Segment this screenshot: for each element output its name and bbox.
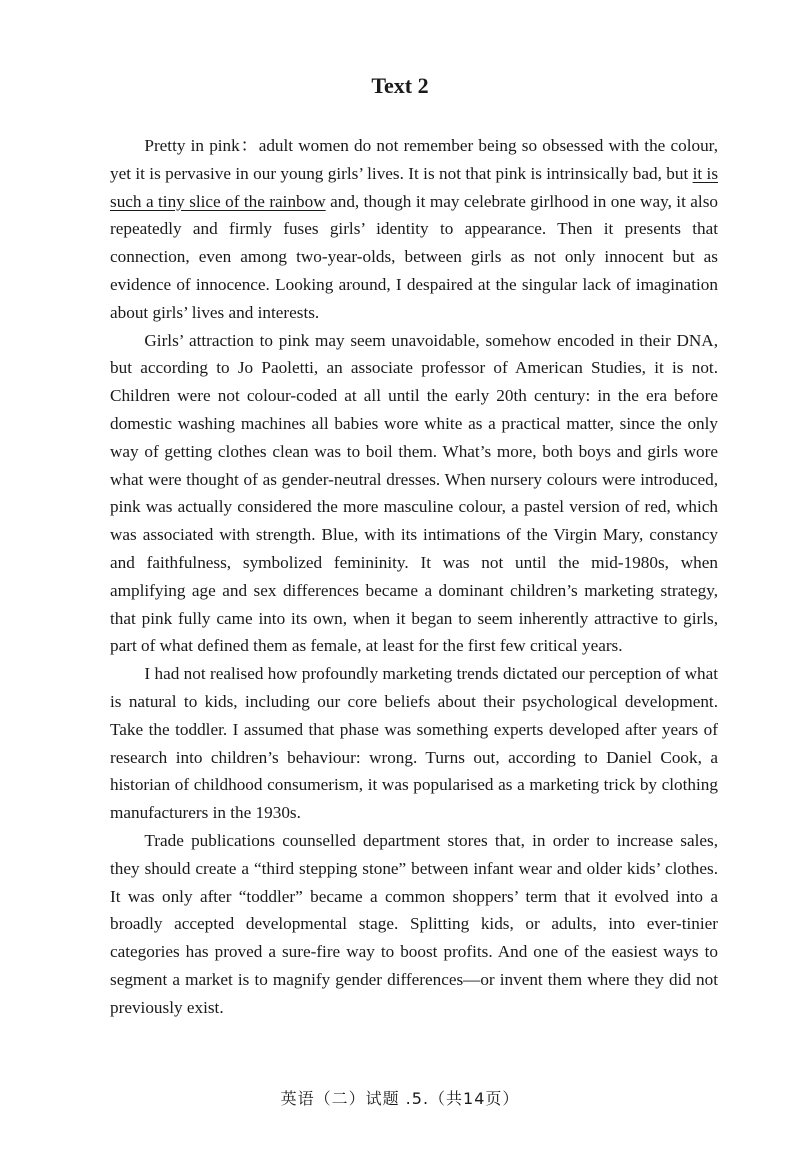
article-body: [110, 132, 718, 1022]
underlined-phrase: it is such a tiny slice of the rainbow: [110, 163, 719, 211]
paragraph-3: I had not realised how profoundly marketing trends dictated our perception of what is natural to kids, including our core beliefs about their psychological development. Take the toddler. I assumed that phase was something experts developed after years of research into children’s behaviour: wrong. Turns out, according to Daniel Cook, a historian of childhood consumerism, it was popularised as a marketing trick by clothing manufacturers in the 1930s.: [110, 664, 718, 823]
paragraph-1-after: and, though it may celebrate girlhood in one way, it also repeatedly and firmly fuses girls’ identity to appearance. Then it presents that connection, even among two-year-olds, between girls as not only innocent but as evidence of innocence. Looking around, I despaired at the singular lack of imagination about girls’ lives and interests.: [110, 191, 718, 322]
page-title: Text 2: [371, 73, 429, 98]
page-footer: 英语（二）试题 .5.（共14页）: [280, 1089, 520, 1108]
paragraph-1: [110, 132, 718, 327]
paragraph-4: Trade publications counselled department stores that, in order to increase sales, they should create a “third stepping stone” between infant wear and older kids’ clothes. It was only after “toddler” became a common shoppers’ term that it evolved into a broadly accepted developmental stage. Splitting kids, or adults, into ever-tinier categories has proved a sure-fire way to boost profits. And one of the easiest ways to segment a market is to magnify gender differences—or invent them where they did not previously exist.: [110, 830, 718, 1017]
paragraph-2: Girls’ attraction to pink may seem unavoidable, somehow encoded in their DNA, but according to Jo Paoletti, an associate professor of American Studies, it is not. Children were not colour-coded at all until the early 20th century: in the era before domestic washing machines all babies wore white as a practical matter, since the only way of getting clothes clean was to boil them. What’s more, both boys and girls wore what were thought of as gender-neutral dresses. When nursery colours were introduced, pink was actually considered the more masculine colour, a pastel version of red, which was associated with strength. Blue, with its intimations of the Virgin Mary, constancy and faithfulness, symbolized femininity. It was not until the mid-1980s, when amplifying age and sex differences became a dominant children’s marketing strategy, that pink fully came into its own, when it began to seem inherently attractive to girls, part of what defined them as female, at least for the first few critical years.: [110, 330, 718, 656]
paragraph-1-before: Pretty in pink：adult women do not remember being so obsessed with the colour, yet it is pervasive in our young girls’ lives. It is not that pink is intrinsically bad, but: [110, 136, 718, 183]
